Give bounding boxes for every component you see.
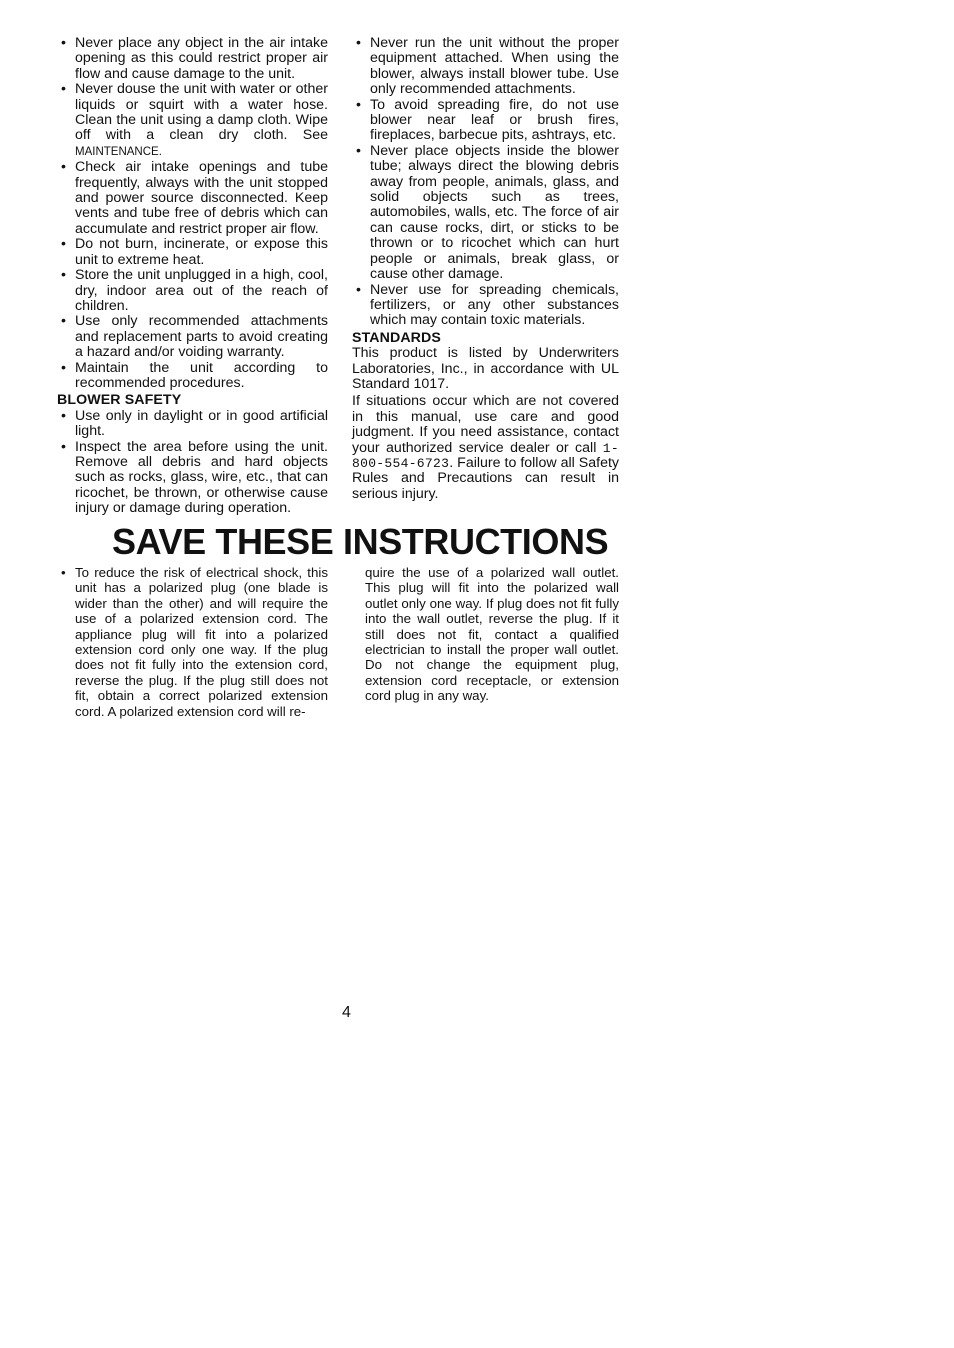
bullet-item: [57, 268, 328, 314]
left-column: [57, 36, 328, 517]
bullet-text: Use only recommended attachments and replacement parts to avoid creating a hazard and/or voiding warranty.: [75, 313, 328, 361]
bullet-item: [352, 283, 619, 329]
bullet-text: Maintain the unit according to recommended procedures.: [75, 359, 328, 391]
bullet-item: [352, 98, 619, 144]
maintenance-reference: MAINTENANCE.: [75, 145, 162, 158]
bullet-text: To reduce the risk of electrical shock, this unit has a polarized plug (one blade is wider than the other) and will require the use of a polarized extension cord. The appliance plug will fit into a polarized extension cord only one way. If the plug does not fit fully into the extension cord, reverse the plug. If the plug still does not fit, obtain a correct polarized extension cord. A polarized extension cord will re-: [75, 565, 328, 719]
bullet-text: To avoid spreading fire, do not use blower near leaf or brush fires, fireplaces, barbecue pits, ashtrays, etc.: [370, 96, 619, 144]
bullet-item: [57, 82, 328, 160]
standards-heading: STANDARDS: [352, 329, 441, 346]
bullet-item: [352, 144, 619, 283]
polarized-plug-continued: quire the use of a polarized wall outlet. This plug will fit into the polarized wall outlet only one way. If plug does not fit fully into the wall outlet, reverse the plug. If it still does not fit, contact a qualified electrician to install the proper wall outlet. Do not change the equipment plug, extension cord receptacle, or extension cord plug in any way.: [365, 565, 619, 704]
page-number: 4: [342, 1004, 351, 1021]
bullet-item: [57, 160, 328, 237]
bullet-text: Use only in daylight or in good artificial light.: [75, 407, 328, 440]
assistance-paragraph: [352, 394, 619, 502]
bullet-text: Never douse the unit with water or other liquids or squirt with a water hose. Clean the unit using a damp cloth. Wipe off with a clean dry cloth. See: [75, 81, 328, 144]
blower-safety-list: [57, 409, 328, 517]
bullet-text: Never place any object in the air intake opening as this could restrict proper air flow and cause damage to the unit.: [75, 35, 328, 82]
assistance-text: If situations occur which are not covered in this manual, use care and good judgment. If you need assistance, contact your authorized service dealer or call: [352, 393, 619, 456]
assistance-text-end: . Failure to follow all Safety Rules and Precautions can result in serious injury.: [352, 454, 619, 502]
blower-usage-list: [352, 36, 619, 329]
bullet-text: Never use for spreading chemicals, fertilizers, or any other substances which may contain toxic materials.: [370, 281, 619, 329]
bullet-text: Never place objects inside the blower tube; always direct the blowing debris away from people, animals, glass, and solid objects such as trees, automobiles, walls, etc. The force of air can cause rocks, dirt, or sticks to be thrown or to ricochet which can hurt people or animals, break glass, or cause other damage.: [370, 142, 619, 283]
bullet-item: [57, 440, 328, 517]
polarized-plug-left: [57, 565, 328, 719]
bullet-item: [57, 409, 328, 440]
polarized-plug-right: [365, 565, 619, 704]
bullet-text: Check air intake openings and tube frequently, always with the unit stopped and power source disconnected. Keep vents and tube free of debris which can accumulate and restrict proper air flow.: [75, 159, 328, 237]
blower-safety-heading: BLOWER SAFETY: [57, 392, 182, 409]
right-column: [352, 36, 619, 502]
bullet-text: Inspect the area before using the unit. Remove all debris and hard objects such as rocks, glass, wire, etc., that can ricochet, be thrown, or otherwise cause injury or damage during operation.: [75, 438, 328, 517]
page-title: SAVE THESE INSTRUCTIONS: [112, 521, 609, 562]
bullet-text: Do not burn, incinerate, or expose this unit to extreme heat.: [75, 236, 328, 268]
bullet-item: [57, 565, 328, 719]
polarized-plug-list: [57, 565, 328, 719]
bullet-item: [352, 36, 619, 98]
bullet-item: [57, 36, 328, 82]
phone-number: 1-800-554-6723: [352, 440, 619, 471]
bullet-item: [57, 361, 328, 392]
bullet-item: [57, 314, 328, 360]
bullet-text: Never run the unit without the proper equipment attached. When using the blower, always install blower tube. Use only recommended attachments.: [370, 35, 619, 98]
bullet-text: Store the unit unplugged in a high, cool, dry, indoor area out of the reach of children.: [75, 267, 328, 314]
safety-bullet-list: [57, 36, 328, 391]
bullet-item: [57, 237, 328, 268]
standards-paragraph: This product is listed by Underwriters Laboratories, Inc., in accordance with UL Standard 1017.: [352, 345, 619, 392]
